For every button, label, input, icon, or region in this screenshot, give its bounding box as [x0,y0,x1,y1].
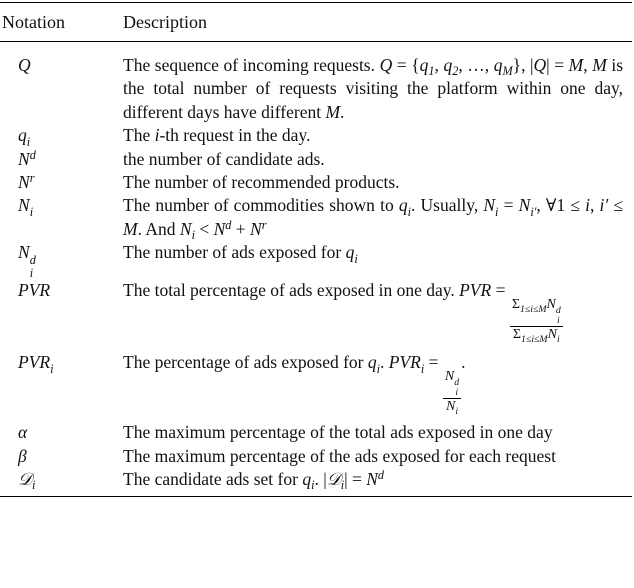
text: The sequence of incoming requests. [123,55,380,75]
math-symbol [18,422,27,442]
math-base: M [592,55,607,75]
text: + [231,218,251,239]
text: , ∀1 ≤ [536,195,586,216]
text: The maximum percentage of the ads exposed for each request [123,445,556,466]
text: . Usually, [411,195,484,216]
text: is the total number of requests visiting the platform within one day, different days have different [123,55,624,122]
table-row [0,148,632,171]
table-body [0,54,632,492]
subscript: i [191,228,195,243]
math-symbol [345,242,358,266]
math-symbol [18,195,34,219]
subscript: i [420,361,425,376]
header-notation: Notation [2,11,65,32]
text: , [590,195,600,216]
notation-cell [0,148,123,171]
text: The number of recommended products. [123,172,400,193]
table-row [0,445,632,468]
math-base: Σ [512,327,522,343]
math-symbol [546,297,561,327]
notation-cell [0,351,123,421]
math-symbol [18,125,31,149]
superscript: d [555,304,561,316]
math-base: Q [18,55,31,75]
math-base: PVR [18,352,51,373]
math-base: N [18,148,30,169]
math-base: q [18,125,27,146]
fraction [443,369,461,415]
math-base: 𝒟 [18,469,32,490]
math-symbol [443,55,459,79]
subscript: i [29,204,34,219]
notation-cell [0,445,123,468]
math-symbol [445,399,459,417]
text: = { [392,55,420,75]
math-symbol [444,369,460,398]
math-base: q [419,55,429,75]
fraction [510,297,563,343]
text: }, | [512,55,534,75]
math-base: M [568,55,584,75]
table-row [0,351,632,421]
notation-cell [0,124,123,147]
notation-cell [0,194,123,241]
description-cell [123,241,623,279]
math-symbol [302,469,315,493]
math-symbol [326,469,345,493]
subscript: i′ [530,204,537,219]
bottom-rule [0,496,632,497]
math-base: Σ [511,297,520,313]
math-base: N [179,218,192,239]
subscript: i [407,204,411,219]
text: , [434,55,444,75]
math-base: N [547,327,557,343]
subscript: i [50,361,54,376]
text: < [194,218,214,239]
math-base: N [366,469,378,490]
subscript: i [26,134,31,149]
math-base: PVR [459,280,492,301]
subscript: i [556,333,560,345]
math-symbol [534,55,547,75]
math-base: q [398,195,408,216]
text: . | [314,469,327,490]
math-symbol [179,218,195,243]
subscript: 1≤i≤M [519,303,547,315]
numerator [443,369,461,399]
table-row [0,54,632,124]
text: , [583,55,593,75]
math-base: PVR [18,280,51,301]
math-symbol [459,280,491,300]
text: The number of commodities shown to [123,195,399,216]
description-cell [123,148,623,171]
description-cell [123,445,623,468]
subscript: M [502,64,513,79]
math-symbol [250,219,266,239]
table-row [0,124,632,147]
math-base: N [18,172,30,193]
superscript: r [261,217,267,232]
math-symbol [512,327,548,345]
superscript: d [29,252,36,267]
notation-cell [0,54,123,124]
description-cell [123,171,623,194]
text: The total percentage of ads exposed in one day. [123,280,460,301]
text: = [491,280,510,301]
text: | = [344,469,367,490]
subscript: i [556,315,560,327]
math-base: N [18,195,30,216]
math-base: N [445,399,456,415]
script-stack [454,378,459,399]
math-base: q [367,352,377,373]
math-symbol [18,280,50,300]
notation-cell [0,279,123,351]
math-symbol [518,195,537,219]
notation-cell [0,468,123,491]
superscript: d [377,468,385,483]
subscript: i [376,361,381,376]
math-base: M [123,218,138,239]
subscript: i [29,265,34,280]
superscript: r [29,170,35,185]
text: | = [546,55,569,75]
subscript: 1≤i≤M [521,333,548,345]
subscript: 1 [428,64,435,79]
math-base: 𝒟 [326,469,341,490]
header-rule [0,41,632,42]
math-symbol [398,195,411,219]
math-base: N [546,297,556,313]
text: The percentage of ads exposed for [123,352,368,373]
math-base: N [250,218,262,239]
superscript: d [454,376,460,388]
math-base: q [493,55,503,75]
text: = [424,352,443,373]
text: ≤ [608,195,624,216]
math-base: M [325,101,341,122]
math-symbol [569,55,584,75]
superscript: d [225,217,232,232]
text: The [123,125,155,146]
math-symbol [483,195,499,219]
subscript: i [311,478,315,493]
subscript: i [340,478,345,493]
math-symbol [214,219,232,239]
math-symbol [388,352,425,376]
script-stack [556,306,561,327]
text: = [498,195,519,216]
text: The candidate ads set for [123,469,303,490]
description-cell [123,279,623,351]
math-base: Q [533,55,547,75]
math-base: N [213,218,226,239]
description-cell [123,351,623,421]
description-cell [123,54,623,124]
denominator [510,327,563,343]
math-symbol [18,446,27,466]
math-base: q [443,55,453,75]
math-symbol [325,102,340,122]
table-row [0,279,632,351]
math-symbol [18,352,54,376]
math-base: q [302,469,312,490]
table-row [0,468,632,491]
math-symbol [18,172,34,192]
subscript: i [31,478,36,493]
math-base: i′ [599,195,609,216]
math-symbol [419,55,435,79]
numerator [510,297,563,327]
description-cell [123,421,623,444]
text: The maximum percentage of the total ads exposed in one day [123,422,553,443]
math-base: i [154,125,160,146]
math-base: Q [379,55,393,75]
math-base: q [345,242,355,263]
script-stack [30,254,36,280]
description-cell [123,194,623,241]
table-row [0,421,632,444]
superscript: d [29,147,36,162]
table-header [0,3,632,41]
math-symbol [18,469,36,493]
denominator [443,399,461,415]
text: the number of candidate ads. [123,148,325,169]
subscript: i [455,387,459,398]
math-symbol [592,55,607,75]
math-base: β [18,445,27,466]
subscript: i [455,405,459,417]
math-symbol [367,352,381,376]
math-base: i [585,195,591,216]
math-symbol [18,242,36,280]
math-base: PVR [388,352,421,373]
math-symbol [547,327,560,345]
table-row [0,171,632,194]
text: , …, [458,55,494,75]
notation-cell [0,171,123,194]
table-row [0,241,632,279]
math-symbol [380,55,393,75]
math-symbol [511,297,547,315]
math-base: α [18,422,28,443]
math-symbol [493,55,513,79]
notation-cell [0,241,123,279]
subscript: 2 [452,64,459,79]
math-symbol [366,469,384,489]
subscript: i [354,251,358,266]
description-cell [123,124,623,147]
math-base: N [18,242,30,263]
math-symbol [18,149,36,169]
text: . [340,101,345,122]
subscript: i [495,204,499,219]
math-symbol [600,195,609,215]
text: . [461,352,466,373]
math-base: N [518,195,531,216]
math-symbol [18,55,31,75]
text: The number of ads exposed for [123,242,346,263]
text: . [380,352,389,373]
header-description: Description [123,11,207,32]
text: . And [137,218,180,239]
math-symbol [123,219,138,239]
table-row [0,194,632,241]
math-base: N [483,195,496,216]
description-cell [123,468,623,491]
text: -th request in the day. [159,125,311,146]
notation-cell [0,421,123,444]
math-base: N [444,369,455,385]
